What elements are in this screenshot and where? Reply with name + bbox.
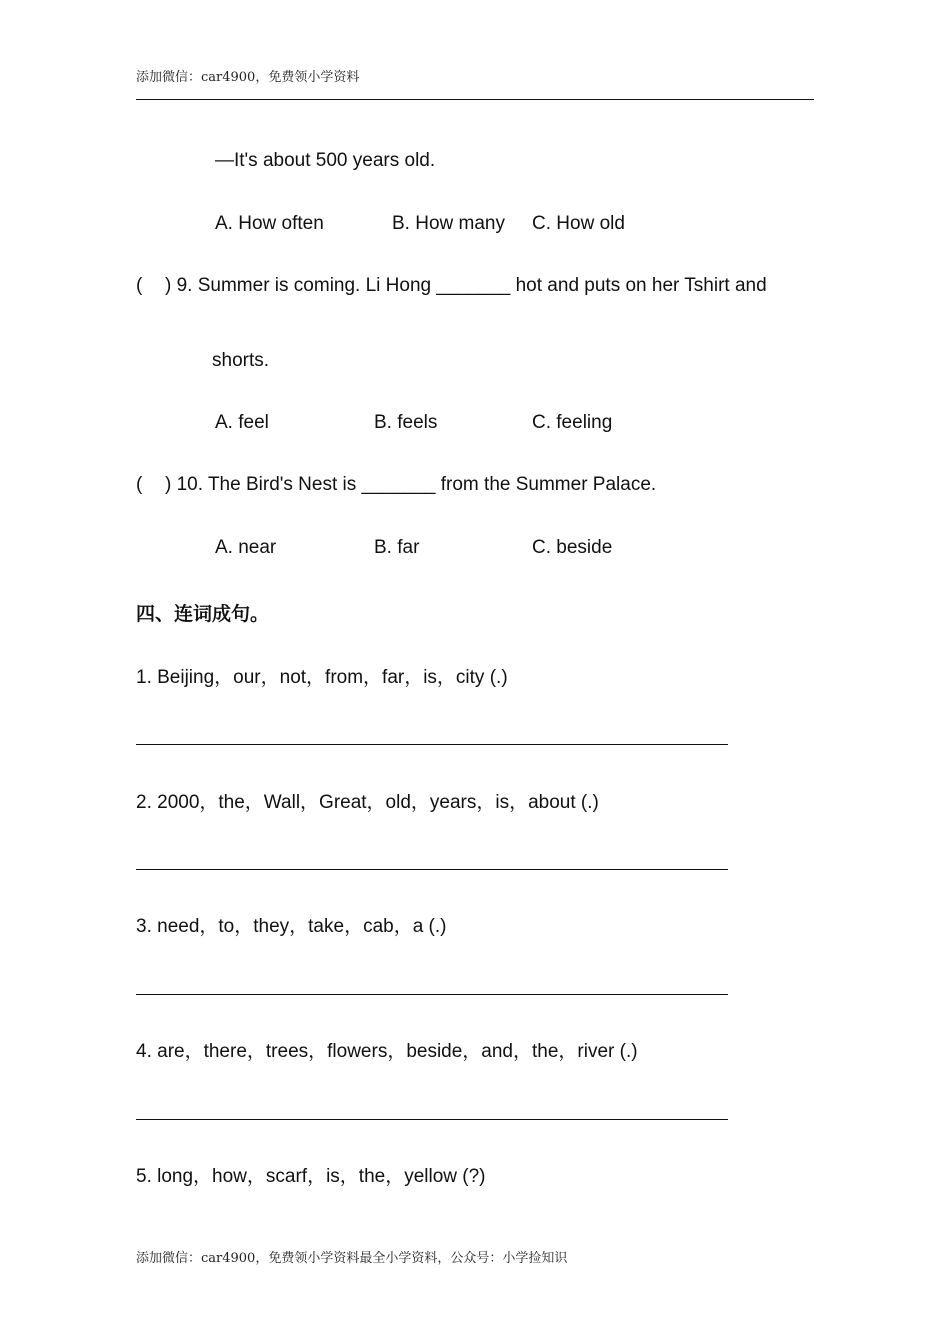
sentence-item-1: 1. Beijing，our，not，from，far，is，city (.) — [136, 667, 508, 688]
section-heading: 四、连词成句。 — [136, 604, 270, 625]
q10-paren: ( — [136, 474, 143, 495]
header-divider — [136, 99, 814, 100]
q8-option-b: B. How many — [392, 213, 505, 234]
q10-text: ) 10. The Bird's Nest is _______ from the Summer Palace. — [165, 474, 657, 495]
q8-option-a: A. How often — [215, 213, 324, 234]
page-header-text: 添加微信：car4900，免费领小学资料 — [136, 70, 360, 85]
q8-answer-line: —It's about 500 years old. — [215, 150, 436, 171]
q10-option-b: B. far — [374, 537, 420, 558]
q9-continuation: shorts. — [212, 350, 270, 371]
answer-line-2[interactable] — [136, 869, 728, 870]
q10-option-a: A. near — [215, 537, 277, 558]
sentence-item-2: 2. 2000，the，Wall，Great，old，years，is，about (.) — [136, 792, 599, 813]
page-footer-text: 添加微信：car4900，免费领小学资料最全小学资料，公众号：小学捡知识 — [136, 1251, 568, 1266]
answer-line-1[interactable] — [136, 744, 728, 745]
q8-option-c: C. How old — [532, 213, 625, 234]
q9-paren: ( — [136, 275, 143, 296]
q9-option-a: A. feel — [215, 412, 269, 433]
q9-text: ) 9. Summer is coming. Li Hong _______ hot and puts on her Tshirt and — [165, 275, 767, 296]
q10-option-c: C. beside — [532, 537, 613, 558]
sentence-item-4: 4. are，there，trees，flowers，beside，and，the，river (.) — [136, 1041, 638, 1062]
answer-line-4[interactable] — [136, 1119, 728, 1120]
answer-line-3[interactable] — [136, 994, 728, 995]
sentence-item-5: 5. long，how，scarf，is，the，yellow (?) — [136, 1166, 486, 1187]
q9-option-b: B. feels — [374, 412, 438, 433]
sentence-item-3: 3. need，to，they，take，cab，a (.) — [136, 916, 447, 937]
q9-option-c: C. feeling — [532, 412, 613, 433]
